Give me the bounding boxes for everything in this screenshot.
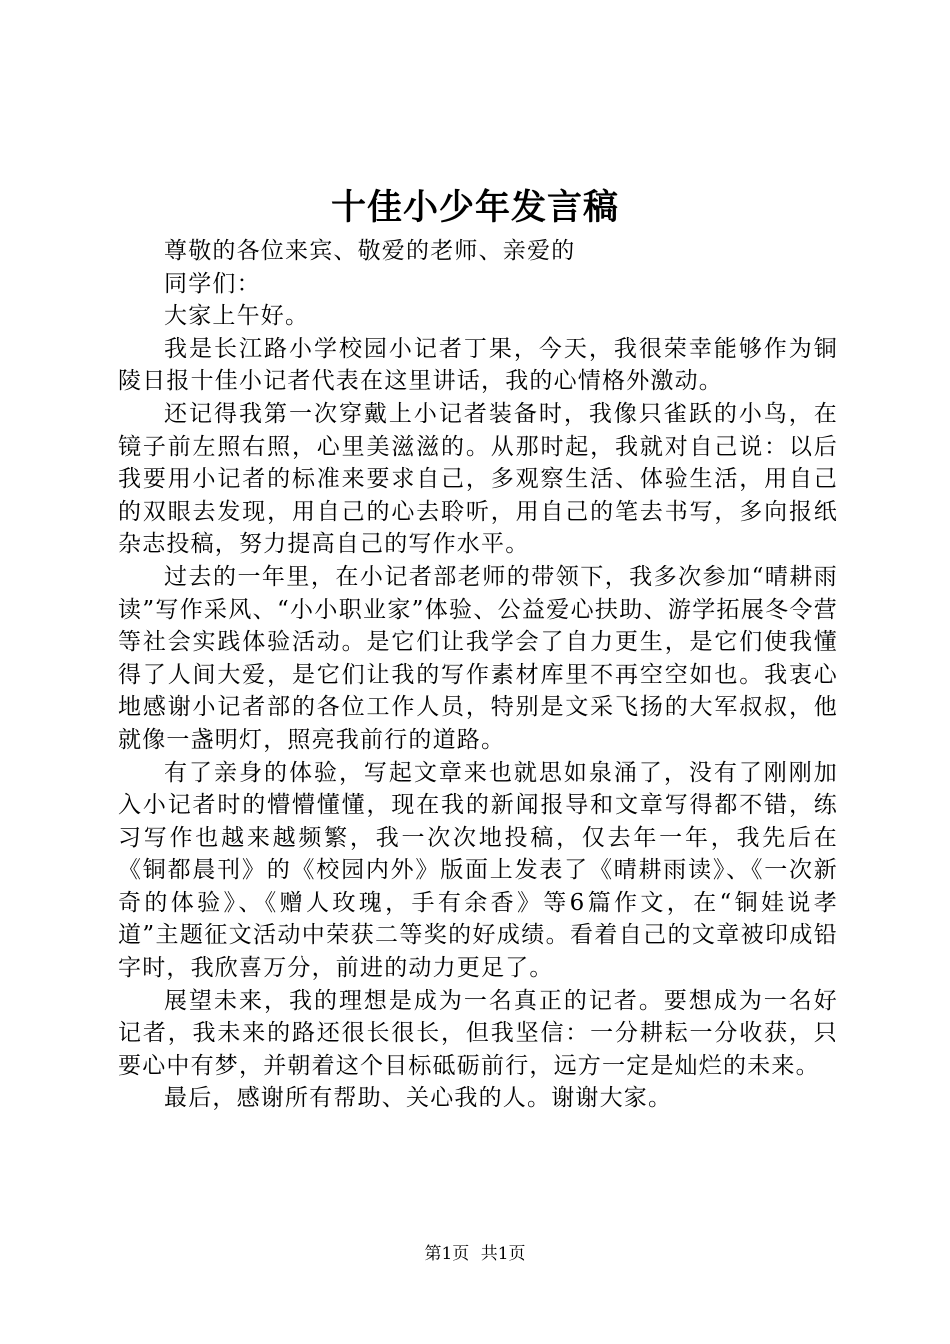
paragraph-past-year: 过去的一年里，在小记者部老师的带领下，我多次参加“晴耕雨读”写作采风、“小小职业家”体验、公益爱心扶助、游学拓展冬令营等社会实践体验活动。是它们让我学会了自力更生，是它们使我懂得了人间大爱，是它们让我的写作素材库里不再空空如也。我衷心地感谢小记者部的各位工作人员，特别是文采飞扬的大军叔叔，他就像一盏明灯，照亮我前行的道路。 bbox=[118, 563, 838, 753]
paragraph-salutation: 大家上午好。 bbox=[164, 303, 310, 330]
paragraph-memory: 还记得我第一次穿戴上小记者装备时，我像只雀跃的小鸟，在镜子前左照右照，心里美滋滋的。从那时起，我就对自己说：以后我要用小记者的标准来要求自己，多观察生活、体验生活，用自己的双眼去发现，用自己的心去聆听，用自己的笔去书写，多向报纸杂志投稿，努力提高自己的写作水平。 bbox=[118, 400, 838, 558]
document-body bbox=[118, 235, 838, 1115]
paragraph-greeting: 尊敬的各位来宾、敬爱的老师、亲爱的 bbox=[164, 238, 576, 264]
page-total: 共1页 bbox=[480, 1244, 526, 1264]
page-number: 第1页 bbox=[424, 1244, 470, 1264]
page-footer bbox=[0, 1242, 950, 1266]
paragraph-closing: 最后，感谢所有帮助、关心我的人。谢谢大家。 bbox=[164, 1085, 673, 1112]
paragraph-intro: 我是长江路小学校园小记者丁果，今天，我很荣幸能够作为铜陵日报十佳小记者代表在这里讲话，我的心情格外激动。 bbox=[118, 335, 838, 395]
paragraph-greeting-cont: 同学们： bbox=[164, 270, 261, 297]
paragraph-future: 展望未来，我的理想是成为一名真正的记者。要想成为一名好记者，我未来的路还很长很长，但我坚信：一分耕耘一分收获，只要心中有梦，并朝着这个目标砥砺前行，远方一定是灿烂的未来。 bbox=[118, 987, 838, 1079]
paragraph-experience: 有了亲身的体验，写起文章来也就思如泉涌了，没有了刚刚加入小记者时的懵懵懂懂，现在我的新闻报导和文章写得都不错，练习写作也越来越频繁，我一次次地投稿，仅去年一年，我先后在《铜都晨刊》的《校园内外》版面上发表了《晴耕雨读》、《一次新奇的体验》、《赠人玫瑰，手有余香》等6篇作文，在“铜娃说孝道”主题征文活动中荣获二等奖的好成绩。看着自己的文章被印成铅字时，我欣喜万分，前进的动力更足了。 bbox=[118, 759, 838, 982]
document-title: 十佳小少年发言稿 bbox=[330, 187, 619, 228]
